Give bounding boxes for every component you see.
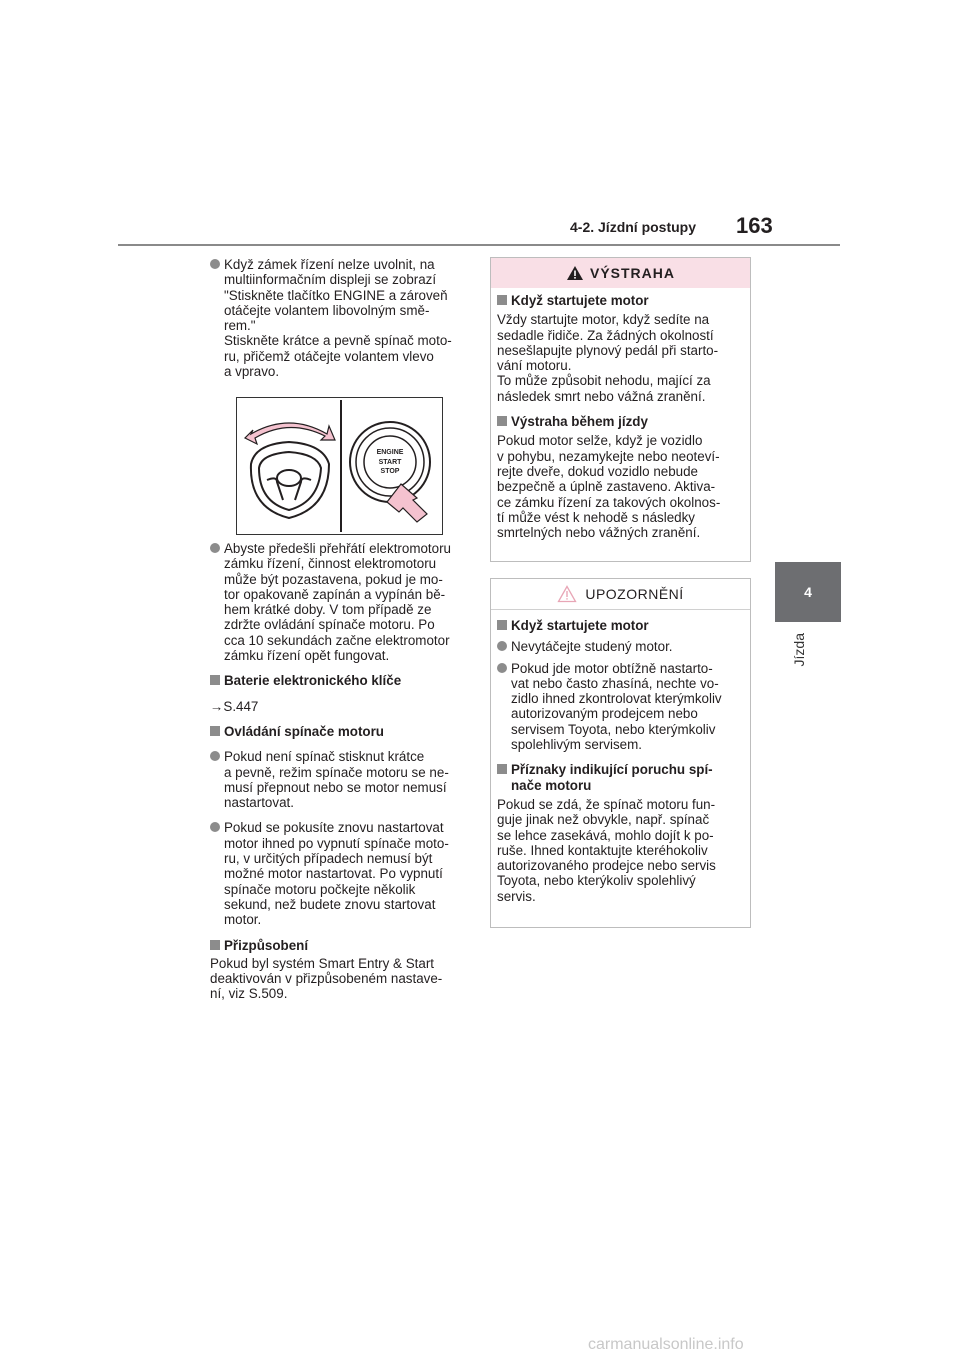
- caution-title: UPOZORNĚNÍ: [585, 586, 684, 602]
- steering-wheel-icon: [251, 442, 329, 518]
- chapter-label: Jízda: [791, 633, 807, 667]
- caution-bullet-cold-engine: Nevytáčejte studený motor.: [497, 639, 744, 654]
- press-arrow-icon: [387, 484, 427, 522]
- caution-triangle-icon: [557, 585, 577, 603]
- left-column-top: [210, 257, 470, 379]
- warning-text-driving: Pokud motor selže, když je vozidlo v pohybu, nezamykejte nebo neoteví- rejte dveře, dokud vozidlo nebude bezpečně a úplně zastaveno. Aktiva- ce zámku řízení za takových okolnos- tí může vést k nehodě s následky smrtelných nebo vážných zranění.: [497, 433, 721, 541]
- restart-note: Pokud se pokusíte znovu nastartovat motor ihned po vypnutí spínače moto- ru, v určitých případech nemusí být možné motor nastartovat. Po vypnutí spínače motoru počkejte několik sekund, než budete znovu startovat motor.: [210, 820, 470, 927]
- caution-bullet-hard-start: Pokud jde motor obtížně nastarto- vat nebo často zhasíná, nechte vo- zidlo ihned zkontrolovat kterýmkoliv autorizovaným prodejcem nebo servisem Toyota, nebo kterýmkoliv spolehlivým servisem.: [497, 661, 744, 753]
- caution-heading-malfunction: Příznaky indikující poruchu spí- nače motoru: [497, 762, 744, 793]
- warning-text-start: Vždy startujte motor, když sedíte na sedadle řidiče. Za žádných okolností nesešlapujte plynový pedál při starto- vání motoru. To může způsobit nehodu, mající za následek smrt nebo vážná zranění.: [497, 312, 719, 404]
- left-column-bottom: [210, 541, 470, 1002]
- figure-illustration: [237, 398, 442, 534]
- watermark: carmanualsonline.info: [588, 1336, 744, 1353]
- reference-link[interactable]: →S.447: [210, 698, 259, 714]
- caution-header: [491, 579, 750, 610]
- button-label-stop: STOP: [380, 468, 400, 475]
- warning-title: VÝSTRAHA: [589, 265, 675, 281]
- steering-lock-note: Když zámek řízení nelze uvolnit, na multiinformačním displeji se zobrazí "Stiskněte tlačítko ENGINE a zároveň otáčejte volantem libovolným smě- rem." Stiskněte krátce a pevně spínač moto- ru, přičemž otáčejte volantem vlevo a vpravo.: [210, 257, 470, 379]
- caution-text-malfunction: Pokud se zdá, že spínač motoru fun- guje jinak než obvykle, např. spínač se lehce zasekává, mohlo dojít k po- ruše. Ihned kontaktujte kteréhokoliv autorizovaného prodejce nebo servis Toyota, nebo kterýkoliv spolehlivý servis.: [497, 796, 716, 904]
- customization-text: Pokud byl systém Smart Entry & Start deaktivován v přizpůsobeném nastave- ní, viz S.509.: [210, 955, 443, 1002]
- overheat-note: Abyste předešli přehřátí elektromotoru zámku řízení, činnost elektromotoru může být pozastavena, pokud je mo- tor opakovaně zapínán a vypínán bě- hem krátké doby. V tom případě ze zdržte ovládání spínače motoru. Po cca 10 sekundách začne elektromotor zámku řízení opět fungovat.: [210, 541, 470, 663]
- warning-triangle-icon: [566, 265, 584, 281]
- chapter-tab[interactable]: [775, 562, 841, 622]
- rotation-arrow-icon: [245, 423, 335, 444]
- caution-body: [491, 610, 750, 904]
- switch-press-note: Pokud není spínač stisknut krátce a pevně, režim spínače motoru se ne- musí přepnout nebo se motor nemusí nastartovat.: [210, 749, 470, 810]
- warning-header: [491, 258, 750, 288]
- warning-box: [490, 257, 751, 562]
- engine-switch-figure: [236, 397, 443, 535]
- warning-body: [491, 288, 750, 540]
- heading-key-battery: Baterie elektronického klíče: [210, 673, 470, 688]
- button-label-start: START: [378, 459, 402, 466]
- heading-engine-switch: Ovládání spínače motoru: [210, 724, 470, 739]
- button-label-engine: ENGINE: [376, 449, 404, 456]
- warning-heading-start: Když startujete motor: [497, 293, 744, 308]
- page-number: 163: [736, 213, 773, 238]
- caution-heading-start: Když startujete motor: [497, 618, 744, 633]
- chapter-number: 4: [804, 584, 812, 600]
- section-title: 4-2. Jízdní postupy: [570, 219, 697, 235]
- header-rule: [118, 244, 840, 246]
- caution-box: [490, 578, 751, 928]
- warning-heading-driving: Výstraha během jízdy: [497, 414, 744, 429]
- heading-customization: Přizpůsobení: [210, 938, 470, 953]
